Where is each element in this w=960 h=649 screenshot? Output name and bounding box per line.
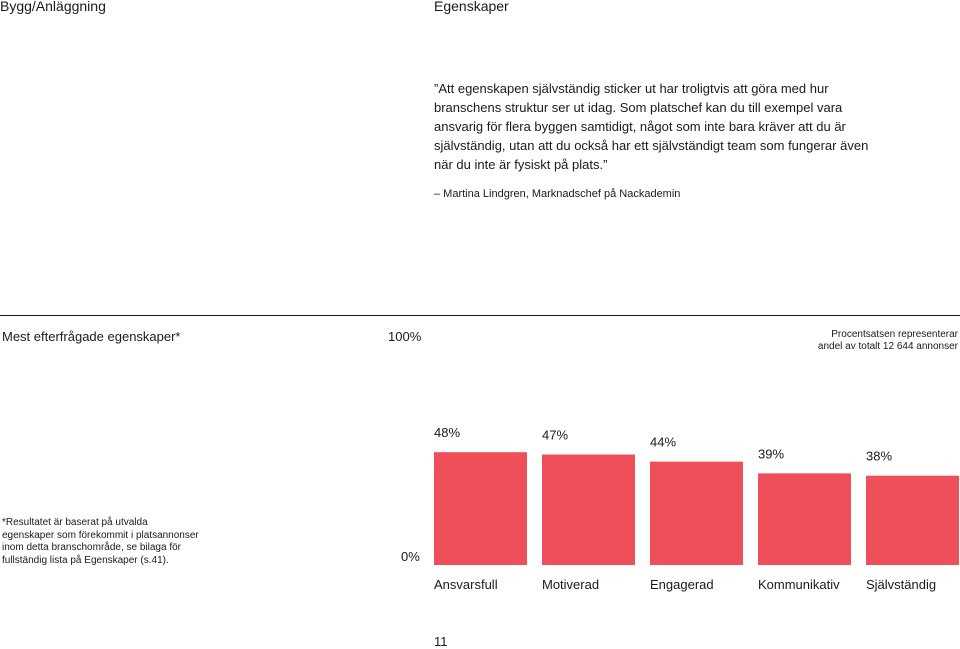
quote-text: ”Att egenskapen självständig sticker ut har troligtvis att göra med hur branschens struktur ser ut idag. Som platschef kan du till exempel vara ansvarig för flera byggen samtidigt, något som inte bara kräver att du är självständig, utan att du också har ett självständigt team som fungerar även när du inte är fysiskt på plats.” — [434, 81, 869, 172]
y-axis-max-label: 100% — [388, 329, 422, 344]
bar-value-label: 44% — [650, 434, 677, 450]
quote-attribution: – Martina Lindgren, Marknadschef på Nackademin — [434, 188, 681, 200]
x-tick-label: Ansvarsfull — [434, 577, 498, 592]
chart-side-note: Procentsatsen representerar andel av totalt 12 644 annonser — [817, 329, 958, 352]
bar-självständig — [866, 476, 959, 565]
bar-ansvarsfull — [434, 452, 527, 565]
bar-value-label: 39% — [758, 446, 785, 462]
chart-title: Mest efterfrågade egenskaper* — [2, 329, 181, 344]
y-axis-min-label: 0% — [401, 549, 420, 564]
x-tick-label: Motiverad — [542, 577, 600, 592]
bar-value-label: 38% — [866, 448, 893, 464]
section-header-right: Egenskaper — [434, 0, 509, 14]
bar-kommunikativ — [758, 473, 851, 565]
bar-value-label: 48% — [434, 425, 461, 441]
page-number: 11 — [434, 634, 448, 649]
section-header-left: Bygg/Anläggning — [0, 0, 106, 14]
chart-footnote: *Resultatet är baserat på utvalda egenskaper som förekommit i platsannonser inom detta branschområde, se bilaga för fullständig lista på Egenskaper (s.41). — [2, 517, 199, 566]
bar-value-label: 47% — [542, 427, 569, 443]
x-tick-label: Kommunikativ — [758, 577, 840, 592]
bar-engagerad — [650, 462, 743, 565]
bar-motiverad — [542, 455, 635, 565]
x-tick-label: Engagerad — [650, 577, 714, 592]
x-tick-label: Självständig — [866, 577, 937, 592]
